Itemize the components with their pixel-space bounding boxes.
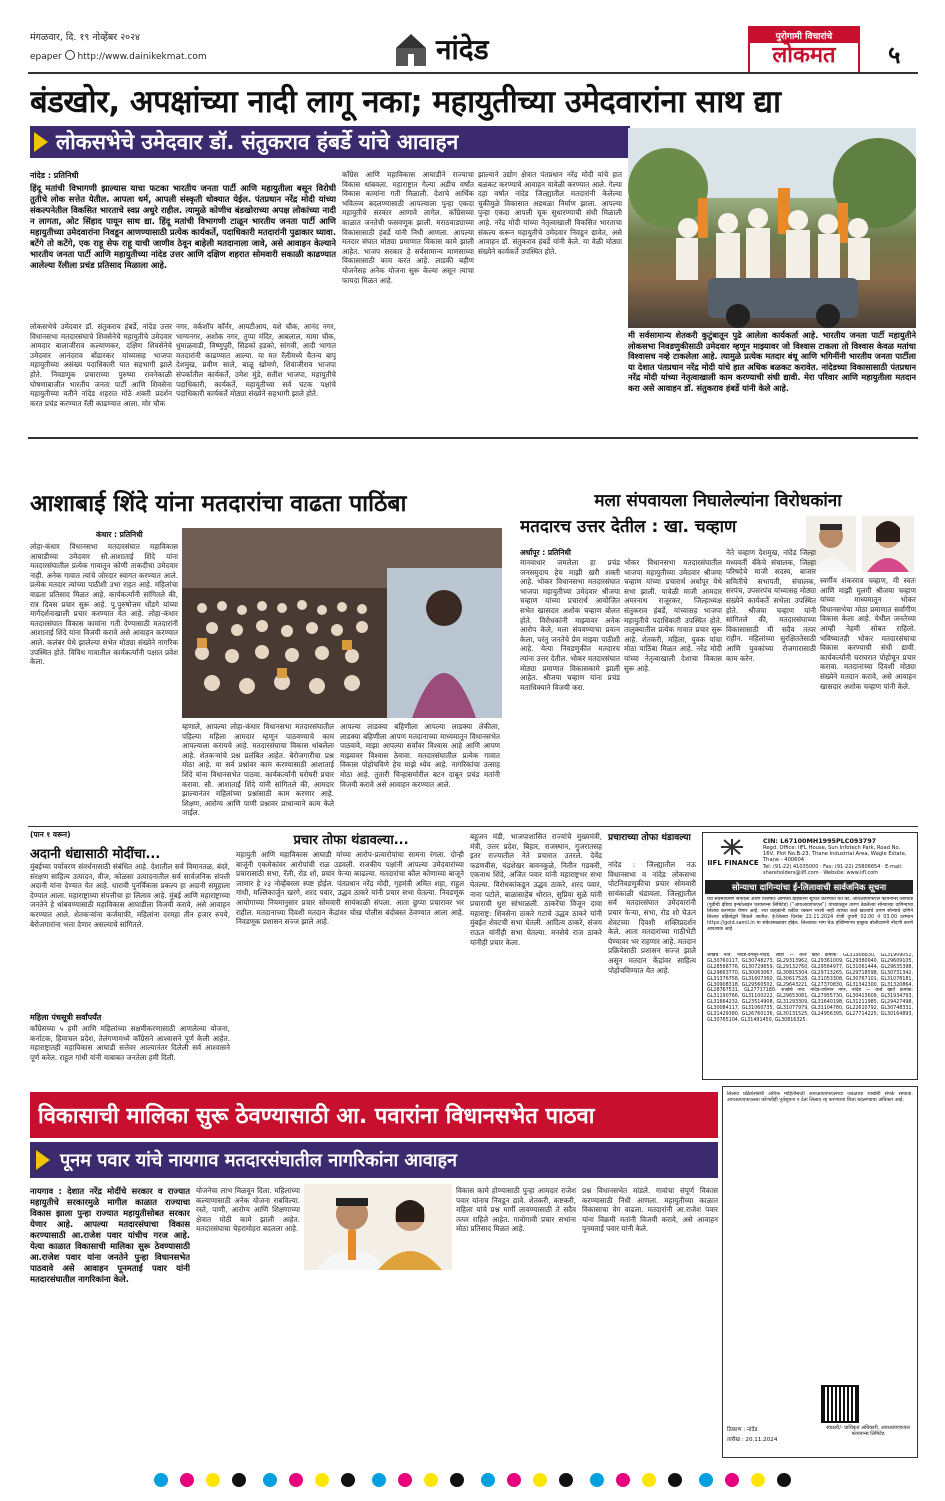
story5-col-1: महायुती आणि महाविकास आघाडी यांच्या आरोप-प्रत्यारोपांचा सामना रंगला. दोन्ही बाजूंनी एकमेकांवर आरोपांची राळ उडवली. राजकीय पक्षांनी आपल्या उमेदवारांच्या प्रचारासाठी सभा, रॅली, रोड शो, प्रचार फेऱ्या काढल्या. मतदारांचा कौल कोणाच्या बाजूने जाणार हे २३ नोव्हेंबरला स्पष्ट होईल. पंतप्रधान नरेंद्र मोदी, गृहमंत्री अमित शहा, राहुल गांधी, मल्लिकार्जुन खरगे, शरद पवार, उद्धव ठाकरे यांनी प्रचार सभा घेतल्या. निवडणूक आयोगाच्या नियमानुसार प्रचार सोमवारी सायंकाळी संपला. आता छुप्या प्रचारावर भर राहील. मतदानाच्या दिवशी मतदान केंद्रांवर चोख पोलीस बंदोबस्त ठेवण्यात आला आहे. निवडणूक प्रशासन सज्ज झाले आहे. [236,850,464,927]
rally-photo [628,128,916,328]
bottom-headline-banner [30,1092,718,1138]
registration-marks [0,1472,945,1491]
qr-code-icon [823,1387,857,1421]
story6-col: नांदेड : जिल्ह्यातील नऊ विधानसभा व नांदेड लोकसभा पोटनिवडणुकीचा प्रचार सोमवारी सायंकाळी थंडावला. जिल्ह्यातील सर्व मतदारसंघात उमेदवारांनी प्रचार फेऱ्या, सभा, रोड शो घेऊन शेवटच्या दिवशी शक्तिप्रदर्शन केले. आता मतदारांच्या गाठीभेटी घेण्यावर भर राहणार आहे. मतदान प्रक्रियेसाठी प्रशासन सज्ज झाले असून मतदान केंद्रांवर साहित्य पोहोचविण्यात येत आहे. [608,860,696,975]
bottom-col-2: योजनेचा लाभ मिळवून दिला. महिलांच्या कल्याणासाठी अनेक योजना राबविल्या. रस्ते, पाणी, आरोग्य आणि शिक्षणाच्या क्षेत्रात मोठी कामे झाली आहेत. मतदारसंघाचा चेहरामोहरा बदलला आहे. [196,1186,300,1234]
section-title: नांदेड [436,33,489,66]
story4-headline: अदानी धंद्यासाठी मोदींचा... [30,847,161,862]
story4-jump: (पान १ वरून) [30,830,71,839]
iifl-address: Regd. Office: IIFL House, Sun Infotech Park, Road No. 16V, Plot No.B-23, Thane Industrial Area, Wagle Estate, Thane - 400604 [763,845,907,863]
shrijaya-portrait [862,516,914,572]
story2-byline: कंधार : प्रतिनिधी [96,530,143,539]
section-logo [392,26,532,72]
page-number: ५ [888,41,901,69]
iifl-brand: IIFL FINANCE [707,859,759,867]
iifl-notice-footer: लिलाव प्रक्रियेसंबंधी अधिक माहितीसाठी आयआयएफएलच्या जवळच्या शाखेशी संपर्क साधावा. आयआयएफएलला कोणतीही पूर्वसूचना न देता लिलाव रद्द करण्याचा किंवा बदलण्याचा अधिकार आहे. [727,1091,913,1103]
story3-headline-main: मतदारच उत्तर देतील : खा. चव्हाण [520,517,737,537]
epaper-url[interactable]: http://www.dainikekmat.com [77,52,207,62]
bottom-col-4: प्रश्न विधानसभेत मांडले. गावांचा संपूर्ण विकास करण्यासाठी निधी आणला. महायुतीच्या काळात विकासाचा वेग वाढला. मतदारांनी आ.राजेश पवार यांना विक्रमी मतांनी विजयी करावे, असे आवाहन पूनमताई पवार यांनी केले. [582,1186,718,1234]
lead-byline: नांदेड : प्रतिनिधी [30,171,79,180]
mid-rule [28,826,918,827]
brand-tagline: पुरोगामी विचारांचे [750,28,858,43]
lead-headline: बंडखोर, अपक्षांच्या नादी लागू नका; महायुतीच्या उमेदवारांना साथ द्या [30,84,781,120]
lead-subhead: लोकसभेचे उमेदवार डॉ. संतुकराव हंबर्डे यांचे आवाहन [56,130,459,154]
bottom-headline: विकासाची मालिका सुरू ठेवण्यासाठी आ. पवारांना विधानसभेत पाठवा [38,1104,595,1129]
story3-byline: अर्धापूर : प्रतिनिधी [520,548,571,557]
pawar-portraits [304,1184,452,1270]
story5-col-2: बहुजन मंडी, भाजपाशासित राज्यांचे मुख्यमंत्री, मंत्री, उत्तर प्रदेश, बिहार, राजस्थान, गुजरातसह इतर राज्यातील नेते प्रचारात उतरले. देवेंद्र फडणवीस, चंद्रशेखर बावनकुळे, नितीन गडकरी, एकनाथ शिंदे, अजित पवार यांनी महाराष्ट्रभर सभा घेतल्या. विरोधकांकडून उद्धव ठाकरे, शरद पवार, नाना पटोले, बाळासाहेब थोरात, सुप्रिया सुळे यांनी प्रचाराची धुरा सांभाळली. ठाकरेंचा विजून दावा महाराष्ट्र: शिवसेना ठाकरे गटाचे उद्धव ठाकरे यांनी मुंबईत शेवटची सभा घेतली. आदित्य ठाकरे, संजय राऊत यांनीही सभा घेतल्या. मनसेचे राज ठाकरे यांनीही प्रचार केला. [470,832,602,947]
story2-headline: आशाबाई शिंदे यांना मतदारांचा वाढता पाठिंबा [30,491,407,517]
iifl-cin: CIN: L67100MH1995PLC093797 [763,837,877,845]
iifl-date: तारीख : 20.11.2024 [727,1437,778,1443]
masthead-date: मंगळवार, दि. १९ नोव्हेंबर २०२४ [30,32,140,43]
iifl-sign: स्वाक्षरी/- प्राधिकृत अधिकारी, आयआयएफएल फायनान्स लिमिटेड [826,1425,910,1437]
bottom-intro: नायगाव : देशात नरेंद्र मोदींचे सरकार व राज्यात महायुतीचे सरकारमुळे मागील काळात राज्याचा विकास झाला पुन्हा राज्यात महायुतीसोबत सरकार येणार आहे. आपल्या मतदारसंघाचा विकास करण्यासाठी आ.राजेश पवार यांचीच गरज आहे. येत्या काळात विकासाची मालिका सुरू ठेवण्यासाठी आ.राजेश पवार यांना जनतेने पुन्हा विधानसभेत पाठवावे असे आवाहन पूनमताई पवार यांनी मतदारसंघातील नागरिकांना केले. [30,1186,190,1284]
story2-col-1: लोहा-कंधार विधानसभा मतदारसंघात महाविकास आघाडीच्या उमेदवार सौ.आशाताई शिंदे यांना मतदारसंघातील प्रत्येक गावातून कोणी ताकदीचा उमेदवार नाही. अनेक गावात त्यांचे जोरदार स्वागत करण्यात आले. प्रत्येक मतदार त्यांच्या पाठीशी उभा राहत आहे. महिलांचा वाढता प्रतिसाद मिळत आहे. कार्यकर्त्यांनी सांगितले की, रात्र दिवस प्रचार सुरू आहे. पु.पुरुषोत्तम धोंडगे यांच्या मार्गदर्शनाखाली प्रचार करण्यात येत आहे. लोहा-कंधार मतदारसंघात विकास कामांना गती देण्यासाठी मतदारांनी आशाताई शिंदे यांना विजयी करावे असे आवाहन करण्यात आले. कलंबर येथे झालेल्या सभेत मोठ्या संख्येने नागरिक उपस्थित होते. विविध गावातील कार्यकर्त्यांनी पक्षात प्रवेश केला. [30,542,178,667]
lead-col-2: नगर, वर्कशॉप कॉर्नर, आयटीआय, यशे चौक, आनंद नगर, भाग्यनगर, अशोक नगर, तुप्पा मंदिर, आबलाल, मामा चौक, धुमाळवाडी, विष्णुपुरी, सिडको हडको, सांगवी, आदी भागात मतदारांनी काढण्यात आल्या. या मत रॅलीमध्ये चैतन्य बापू देशमुख, प्रवीण साले, बाळू खोमणे, शिवाजीराव भाजपा संपर्कातील कार्यकर्ते, उमेश मुंडे, सतीश भाजपा, महायुतीचे पदाधिकारी, कार्यकर्ते, महायुतीच्या सर्व घटक पक्षांचे पदाधिकारी कार्यकर्ते मोठ्या संख्येने सहभागी झाले होते. [176,322,336,399]
iifl-branches: शाखेचे नाव: नांदेड-देगलूर-नांदेड, लोहा — कर्ज खाते क्रमांक: GL31908830, GL31909052, GL30760117, GL30748273, GL29313962, GL29361009, GL29380040, GL29609105, GL28568776, GL30729659, GL29132760, GL29564977, GL31061444, GL29635398, GL29663770, GL30063067, GL30815304, GL29713265, GL29718598, GL30731342, GL31376758, GL31607360, GL30617528, GL31053308, GL30767101, GL31078181, GL30908318, GL29560502, GL29643221, GL27370830, GL31342300, GL31320864, GL28767531, GL27717180. शाखेचे नाव: नांदेड-वर्धमान नगर, नांदेड — कर्ज खाते क्रमांक: GL31190766, GL31100222, GL29653081, GL27955730, GL30413609, GL31934793, GL31664232, GL23514908, GL31293309, GL31640198, GL31211985, GL29427498, GL30084117, GL31060735, GL31077979, GL31104780, GL22610792, GL30748331, GL31429380, GL26760136, GL30131525, GL24956395, GL27714225, GL30164893, GL30765104, GL31491450, GL30816325. [707,953,913,1023]
iifl-notice [702,832,918,1080]
iifl-notice-continued [722,1086,918,1458]
story6-headline: प्रचाराच्या तोफा थंडावल्या [608,833,691,843]
globe-icon [65,50,75,60]
arrow-icon [36,1150,50,1170]
lead-intro: हिंदू मतांची विभागणी झाल्यास याचा फटका भारतीय जनता पार्टी आणि महायुतीला बसून विरोधी तुतीचे लोक सत्तेत येतील. आपला धर्म, आपली संस्कृती धोक्यात येईल. पंतप्रधान नरेंद्र मोदी यांच्या संकल्पनेतील विकसित भारताचे स्वप्न अधुरे राहील. त्यामुळे कोणीच बंडखोराच्या अपक्ष लोकांच्या नादी न लागता, ओट सिंहाद पायून साथ द्या. हिंदू मतांची विभागणी टाळून भारतीय जनता पार्टी आणि महायुतीच्या उमेदवारांना निवडून आणण्यासाठी प्रत्येक कार्यकर्ते, पदाधिकारी मतदारांनी पुढाकार घ्यावा. बटेंगे तो कटेंगे, एक राहू सेफ राहू याची जाणीव ठेवून बाहेली मतदानाला जावे, असे आवाहन केल्याने भारतीय जनता पार्टी आणि महायुतीच्या नांदेड उत्तर आणि दक्षिण शहरात सोमवारी सकाळी काढण्यात आलेल्या रॅलीला प्रचंड प्रतिसाद मिळाला आहे. [30,183,336,270]
epaper-line [30,50,207,62]
lead-col-1: लोकसभेचे उमेदवार डॉ. संतुकराव हंबर्डे, नांदेड उत्तर विधानसभा मतदारसंघाचे शिवसेनेचे महायुतीचे उमेदवार आमदार बालाजीराव कल्याणकर, दक्षिण शिवसेनेचे उमेदवार आनंदराव बोंढारकर यांच्यासह भाजपा महायुतीच्या असंख्य पदाधिकारी यात सहभागी झाले होते. निवडणूक प्रचाराच्या पुरुष्या रावनेकाळी घोषणाबाजीत भारतीय जनता पार्टी आणि शिवसेना महायुतीच्या वतीने नांदेड शहरात मोठे शक्ती प्रदर्शन करत प्रचंड करण्यात रॅली काढण्यात आला. मोर चौक [30,322,172,408]
iifl-notice-title: सोन्याचा दागिन्यांचा ई-लिलावाची सार्वजनिक सूचना [705,880,913,894]
masthead-rule [28,72,918,74]
story4-col-b: काँग्रेसच्या ५ हमी आणि महिलांच्या सक्षमीकरणासाठी आणलेल्या योजना, कर्नाटक, हिमाचल प्रदेश, तेलंगणामध्ये काँग्रेसने आश्वासने पूर्ण केली आहेत. महाराष्ट्रातही महाविकास आघाडी सत्तेवर आल्यानंतर दिलेली सर्व आश्वासने पूर्ण करेल. राहुल गांधी यांनी याबाबत जनतेला हमी दिली. [30,1024,230,1062]
arrow-icon [34,132,48,152]
story3-col-1: मानवाधार जमलेला हा प्रचंड जनसमुदाय हेच माझी खरी शक्ती आहे. भोकर विधानसभा मतदारसंघात भाजपा महायुतीच्या उमेदवार श्रीजया चव्हाण यांच्या प्रचारार्थ आयोजित सभेत खासदार अशोक चव्हाण बोलत होते. विरोधकांनी माझ्यावर अनेक आरोप केले, मला संपवण्याचा प्रयत्न केला, परंतु जनतेचे प्रेम माझ्या पाठीशी आहे. येत्या निवडणुकीत मतदारच त्यांना उत्तर देतील. भोकर मतदारसंघात मोठ्या प्रमाणात विकासकामे झाली आहेत. श्रीजया चव्हाण यांना प्रचंड मताधिक्याने विजयी करा. [520,558,620,692]
story2-col-3: आपल्या लाडक्या बहिणीला आपल्या लाडक्या लेकीला, लाडक्या बहिणीला आपण मतदानाच्या माध्यमातून विधानसभेत पाठवावे, माझा आपल्या सर्वांवर विश्वास आहे आणि आपण माझ्यावर विश्वास ठेवावा. मतदारसंघातील प्रत्येक गावात विकास पोहोचविणे हेच माझे ध्येय आहे. नागरिकांचा उत्साह मोठा आहे. तुतारी चिन्हासमोरील बटन दाबून प्रचंड मतांनी विजयी करावे असे आवाहन करण्यात आले. [340,722,500,789]
story2-col-2: म्हणाले, आपल्या लोहा-कंधार विधानसभा मतदारसंघातील पहिल्या महिला आमदार म्हणून पाठवण्याचे काम आपल्याला करायचे आहे. मतदारसंघाचा विकास थांबलेला आहे. शेतकऱ्यांचे प्रश्न प्रलंबित आहेत. बेरोजगारीचा प्रश्न मोठा आहे. या सर्व प्रश्नांवर काम करण्यासाठी आशाताई शिंदे यांना विधानसभेत पाठवा. कार्यकर्त्यांनी घरोघरी प्रचार करावा. सौ. आशाताई शिंदे यांनी सांगितले की, आमदार झाल्यानंतर महिलांच्या प्रश्नांसाठी काम करणार आहे. शिक्षण, आरोग्य आणि पाणी प्रश्नावर प्राधान्याने काम केले जाईल. [182,722,334,818]
story3-col-2: भोकर विधानसभा मतदारसंघातील भाजपा महायुतीच्या उमेदवार श्रीजया चव्हाण यांच्या प्रचारार्थ अर्धापूर येथे सभा झाली. यावेळी माजी आमदार अमरनाथ राजूरकर, जिल्हाध्यक्ष संतुकराव हंबर्डे, यांच्यासह भाजपा महायुतीचे पदाधिकारी उपस्थित होते. तालुक्यातील प्रत्येक गावात प्रचार सुरू आहे. शेतकरी, महिला, युवक यांचा मोठा पाठिंबा मिळत आहे. नरेंद्र मोदी यांच्या नेतृत्वाखाली देशाचा विकास सुरू आहे. [624,558,722,673]
iifl-notice-body: येथे सर्वसाधारण जनतेला आणि विशेषतः आमच्या ग्राहकांना सूचित करण्यात येते की, आयआयएफएल फायनान्स लिमिटेड (पूर्वीची इंडिया इन्फोलाइन फायनान्स लिमिटेड) (“आयआयएफएल”) यांच्याकडून तारण ठेवलेल्या सोन्याच्या दागिन्यांचा लिलाव करण्यात येणार आहे. ज्या ग्राहकांनी थकीत रक्कम भरली नाही त्यांच्या कर्ज खात्यांचे तारण सोन्याचे दागिने लिलाव प्रक्रियेद्वारे विकले जातील. ई-लिलाव दिनांक 22.11.2024 रोजी दुपारी 02.00 ते 03.00 दरम्यान https://gold.samil.in या संकेतस्थळावर होईल. लिलावात भाग घेऊ इच्छिणाऱ्या इच्छुक बोलीदारांनी नोंदणी करणे आवश्यक आहे. [707,897,913,932]
brand-name: लोकमत [772,43,836,68]
iifl-contact: Tel: (91-22) 41035000 · Fax: (91-22) 25806654 · E-mail: shareholders@iifl.com · Website: www.iifl.com [763,864,903,876]
temple-icon [392,30,430,68]
crowd-photo [182,528,502,718]
lead-bottom-rule [28,437,918,439]
rally-photo-caption: मी सर्वसामान्य शेतकरी कुटुंबातून पुढे आलेला कार्यकर्ता आहे. भारतीय जनता पार्टी महायुतीने लोकसभा निवडणुकीसाठी उमेदवार म्हणून माझ्यावर जो विश्वास टाकला तो विश्वास केवळ मतांचा विश्वासच नव्हे टाकलेला आहे. त्यामुळे प्रत्येक मतदार बंधू आणि भगिनींनी भारतीय जनता पार्टीला या देशात पंतप्रधान नरेंद्र मोदी यांचे हात अधिक बळकट करावेत. नांदेडच्या विकासासाठी पंतप्रधान नरेंद्र मोदी यांच्या नेतृत्वाखाली काम करण्याची संधी द्यावी. मेरा परिवार आणि महायुतीला मतदान करा असे आवाहन डॉ. संतुकराव हंबर्डे यांनी केले आहे. [628,330,916,393]
lead-col-4: झाल्याने उद्योग क्षेत्रात पंतप्रधान नरेंद्र मोदी यांचे हात बळकट करण्याचे आवाहन यावेळी करण्यात आले. गेल्या दहा वर्षांत नांदेड जिल्ह्यातील मतदारांनी केलेल्या चुकीमुळे विकासात अडथळा निर्माण झाला. आपल्या पुन्हा एकदा आपली चूक सुधारण्याची संधी मिळाली आहे. नरेंद्र मोदी यांच्या नेतृत्वाखाली विकसित भारताचा संकल्प करून महायुतीचे उमेदवार निवडून द्यावेत, असे आवाहन डॉ. संतुकराव हंबर्डे यांनी केले. या वेळी मोठ्या संख्येने कार्यकर्ते उपस्थित होते. [478,170,622,256]
lead-col-3: काँग्रेस आणि महाविकास आघाडीने राज्याचा विकास थांबवला. महाराष्ट्रात गेल्या अडीच वर्षांत विकास कामांना गती मिळाली. देशाचे आर्थिक भवितव्य बदलण्यासाठी आपल्याला पुन्हा एकदा महायुतीचे सरकार आणावे लागेल. काँग्रेसच्या काळात जनतेची फसवणूक झाली. मराठवाड्याच्या विकासासाठी हंबर्डे यांनी निधी आणला. आपल्या मतदार संघात मोठ्या प्रमाणात विकास कामे झाली आहेत. भाजप सरकार हे सर्वसामान्य माणसाच्या विकासासाठी काम करत आहे. लाडकी बहीण योजनेसह अनेक योजना सुरू केल्या असून त्याचा फायदा मिळत आहे. [342,170,474,285]
iifl-logo [707,837,759,877]
story4-col: मुंबईच्या पर्यावरण संवर्धनासाठी संबंधित आहे. देशातील सर्व विमानतळ, बंदरे, संरक्षण साहित्य उत्पादन, वीज, कोळसा उत्पादनातील सर्व सार्वजनिक संपत्ती अदानी यांना देण्यात येत आहे. धारावी पुनर्विकास प्रकल्प हा अदानी समूहाला देण्यात आला. महाराष्ट्राच्या संपत्तीचा हा लिलाव आहे. मुंबई आणि महाराष्ट्राच्या जनतेने हे थांबवण्यासाठी महाविकास आघाडीला विजयी करावे, असे आवाहन करण्यात आले. शेतकऱ्यांना कर्जमाफी, महिलांना दरमहा तीन हजार रुपये, बेरोजगारांना भत्ता देणार असल्याचे सांगितले. [30,862,230,929]
bottom-subhead-banner [30,1142,718,1178]
epaper-label: epaper [30,52,62,62]
story3-headline-top: मला संपवायला निघालेल्यांना विरोधकांना [594,491,842,511]
story3-col-4: स्वर्गीय शंकरराव चव्हाण, मी स्वतः आणि माझी मुलगी श्रीजया चव्हाण यांच्या माध्यमातून भोकर विधानसभेचा मोठा प्रमाणात सर्वांगीण विकास केला आहे. येथील जनतेच्या आम्ही नेहमी सोबत राहिलो. भविष्यातही भोकर मतदारसंघाचा विकास करण्याची संधी द्यावी. कार्यकर्त्यांनी घराघरात पोहोचून प्रचार करावा. मतदानाच्या दिवशी मोठ्या संख्येने मतदान करावे, असे आवाहन खासदार अशोक चव्हाण यांनी केले. [820,576,916,691]
lead-intro-box [30,170,336,320]
lead-subhead-banner [30,126,630,158]
iifl-place: ठिकाण : नांदेड [727,1427,758,1433]
story4-subhead: महिला पंचसूत्री सर्वांपर्यंत [30,1013,102,1022]
bottom-subhead: पूनम पवार यांचे नायगाव मतदारसंघातील नागरिकांना आवाहन [60,1150,458,1171]
bottom-col-3: विकास कामे होण्यासाठी पुन्हा आमदार राजेश पवार यांनाच निवडून द्यावे. शेतकरी, कष्टकरी, महिला यांचे प्रश्न मार्गी लावण्यासाठी ते सदैव तत्पर राहिले आहेत. गावोगावी प्रचार सभांना मोठा प्रतिसाद मिळत आहे. [456,1186,576,1234]
story5-headline: प्रचार तोफा थंडावल्या... [293,833,409,848]
brand-block [748,26,860,74]
story3-col-3: नेते चव्हाण देशमुख, नांदेड जिल्हा मध्यवर्ती बँकेचे संचालक, जिल्हा परिषदेचे माजी सदस्य, बाजार समितीचे सभापती, संचालक, सरपंच, उपसरपंच यांच्यासह मोठ्या संख्येने कार्यकर्ते सभेला उपस्थित होते. श्रीजया चव्हाण यांनी सांगितले की, मतदारसंघाच्या विकासासाठी मी सदैव तत्पर राहीन. महिलांच्या सुरक्षिततेसाठी आणि युवकांच्या रोजगारासाठी काम करेन. [726,548,816,663]
